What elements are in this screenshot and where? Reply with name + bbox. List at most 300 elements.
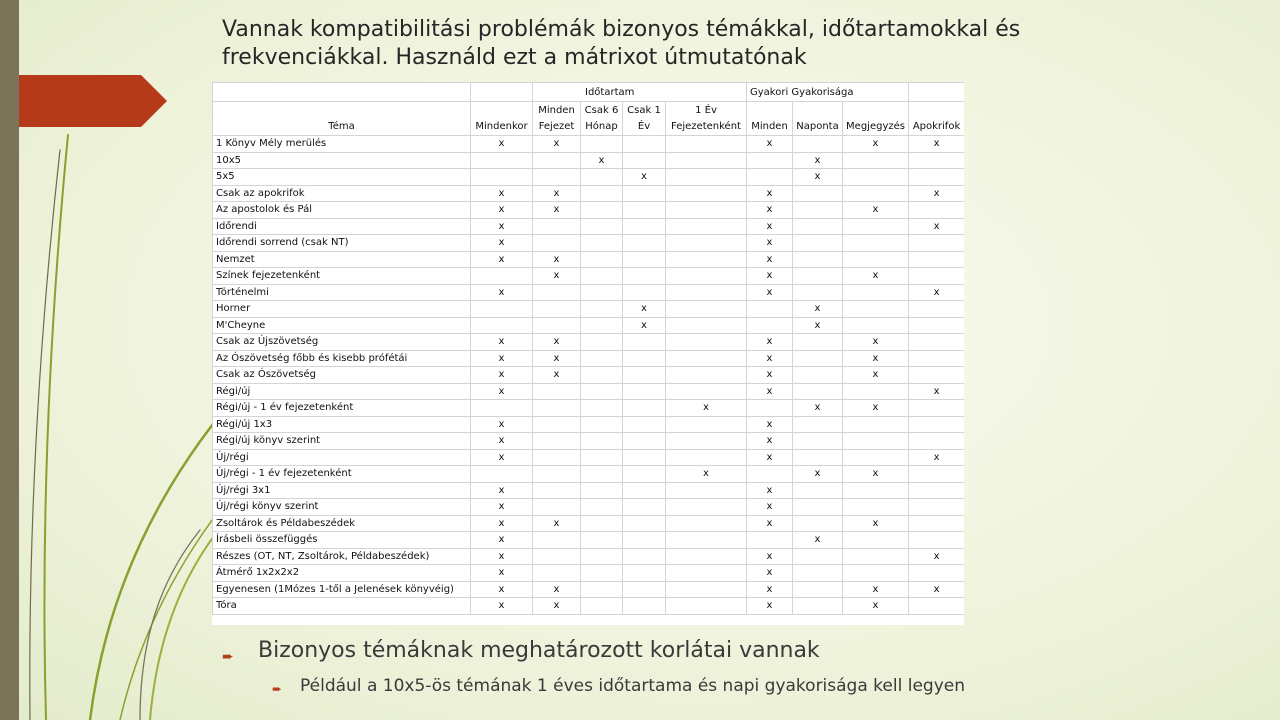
- mark-cell: [471, 152, 533, 169]
- mark-cell: [581, 317, 623, 334]
- mark-cell: [666, 598, 747, 615]
- mark-cell: [533, 449, 581, 466]
- slide-title: Vannak kompatibilitási problémák bizonyos témákkal, időtartamokkal és frekvenciákkal. Használd ezt a mátrixot útmutatónak: [222, 17, 1021, 70]
- mark-cell: [623, 350, 666, 367]
- mark-cell: [793, 581, 843, 598]
- column-header: Megjegyzés: [843, 102, 909, 136]
- mark-cell: x: [471, 251, 533, 268]
- mark-cell: [747, 466, 793, 483]
- mark-cell: x: [747, 433, 793, 450]
- mark-cell: x: [533, 598, 581, 615]
- mark-cell: [793, 268, 843, 285]
- mark-cell: [623, 581, 666, 598]
- mark-cell: [909, 152, 964, 169]
- mark-cell: [533, 301, 581, 318]
- mark-cell: x: [471, 185, 533, 202]
- mark-cell: x: [747, 515, 793, 532]
- topic-cell: Csak az apokrifok: [213, 185, 471, 202]
- mark-cell: [666, 334, 747, 351]
- topic-cell: Részes (OT, NT, Zsoltárok, Példabeszédek): [213, 548, 471, 565]
- mark-cell: x: [471, 235, 533, 252]
- mark-cell: [623, 499, 666, 516]
- bullet-list: [222, 636, 1222, 698]
- topic-cell: 5x5: [213, 169, 471, 186]
- table-row: [213, 515, 965, 532]
- table-row: [213, 499, 965, 516]
- mark-cell: [793, 383, 843, 400]
- mark-cell: x: [843, 136, 909, 153]
- mark-cell: [843, 301, 909, 318]
- table-row: [213, 268, 965, 285]
- left-decor-bar: [0, 0, 19, 720]
- mark-cell: [581, 218, 623, 235]
- mark-cell: x: [747, 218, 793, 235]
- mark-cell: x: [793, 301, 843, 318]
- table-row: [213, 152, 965, 169]
- mark-cell: [666, 433, 747, 450]
- topic-cell: Az apostolok és Pál: [213, 202, 471, 219]
- mark-cell: [623, 466, 666, 483]
- mark-cell: [533, 499, 581, 516]
- mark-cell: x: [909, 383, 964, 400]
- mark-cell: [533, 235, 581, 252]
- bullet-level-2: [222, 674, 1222, 698]
- mark-cell: [581, 169, 623, 186]
- table-row: [213, 433, 965, 450]
- mark-cell: [623, 416, 666, 433]
- mark-cell: [623, 449, 666, 466]
- topic-cell: Színek fejezetenként: [213, 268, 471, 285]
- mark-cell: [793, 598, 843, 615]
- mark-cell: [533, 433, 581, 450]
- mark-cell: [909, 400, 964, 417]
- mark-cell: [793, 185, 843, 202]
- mark-cell: [623, 202, 666, 219]
- mark-cell: [581, 301, 623, 318]
- mark-cell: [843, 169, 909, 186]
- mark-cell: x: [747, 334, 793, 351]
- mark-cell: [793, 416, 843, 433]
- mark-cell: x: [843, 598, 909, 615]
- mark-cell: [581, 334, 623, 351]
- mark-cell: x: [533, 367, 581, 384]
- mark-cell: x: [747, 251, 793, 268]
- arrow-bullet-icon: ➨: [272, 682, 283, 696]
- mark-cell: x: [471, 433, 533, 450]
- mark-cell: [843, 548, 909, 565]
- topic-cell: Új/régi - 1 év fejezetenként: [213, 466, 471, 483]
- topic-cell: Horner: [213, 301, 471, 318]
- mark-cell: [909, 367, 964, 384]
- mark-cell: [909, 466, 964, 483]
- topic-cell: Csak az Ószövetség: [213, 367, 471, 384]
- mark-cell: x: [471, 334, 533, 351]
- mark-cell: [581, 548, 623, 565]
- mark-cell: [793, 235, 843, 252]
- topic-cell: Nemzet: [213, 251, 471, 268]
- mark-cell: [623, 565, 666, 582]
- mark-cell: x: [471, 416, 533, 433]
- mark-cell: x: [471, 449, 533, 466]
- mark-cell: [909, 565, 964, 582]
- mark-cell: [843, 532, 909, 549]
- mark-cell: [623, 235, 666, 252]
- mark-cell: x: [471, 202, 533, 219]
- mark-cell: [909, 334, 964, 351]
- mark-cell: [581, 383, 623, 400]
- mark-cell: [666, 284, 747, 301]
- mark-cell: [793, 367, 843, 384]
- mark-cell: [623, 548, 666, 565]
- mark-cell: x: [843, 466, 909, 483]
- topic-cell: Átmérő 1x2x2x2: [213, 565, 471, 582]
- mark-cell: [909, 202, 964, 219]
- mark-cell: [666, 301, 747, 318]
- mark-cell: x: [666, 400, 747, 417]
- mark-cell: x: [747, 383, 793, 400]
- table-row: [213, 383, 965, 400]
- column-header: Minden: [747, 102, 793, 136]
- mark-cell: [843, 565, 909, 582]
- table-row: [213, 235, 965, 252]
- mark-cell: [666, 367, 747, 384]
- mark-cell: x: [471, 515, 533, 532]
- topic-cell: Zsoltárok és Példabeszédek: [213, 515, 471, 532]
- topic-cell: Egyenesen (1Mózes 1-től a Jelenések könyvéig): [213, 581, 471, 598]
- table-row: [213, 251, 965, 268]
- mark-cell: [666, 268, 747, 285]
- column-header: Téma: [213, 102, 471, 136]
- mark-cell: [581, 581, 623, 598]
- table-row: [213, 400, 965, 417]
- mark-cell: x: [747, 449, 793, 466]
- table-row: [213, 317, 965, 334]
- mark-cell: [793, 482, 843, 499]
- topic-cell: Új/régi: [213, 449, 471, 466]
- topic-cell: Időrendi: [213, 218, 471, 235]
- mark-cell: x: [471, 581, 533, 598]
- mark-cell: [666, 383, 747, 400]
- mark-cell: [793, 515, 843, 532]
- topic-cell: M'Cheyne: [213, 317, 471, 334]
- mark-cell: [909, 350, 964, 367]
- mark-cell: [533, 466, 581, 483]
- mark-cell: [666, 317, 747, 334]
- mark-cell: [909, 169, 964, 186]
- mark-cell: [909, 268, 964, 285]
- table-row: [213, 218, 965, 235]
- mark-cell: [909, 416, 964, 433]
- mark-cell: [623, 367, 666, 384]
- mark-cell: [747, 532, 793, 549]
- mark-cell: x: [843, 367, 909, 384]
- mark-cell: [581, 284, 623, 301]
- topic-cell: Csak az Újszövetség: [213, 334, 471, 351]
- mark-cell: [533, 400, 581, 417]
- topic-cell: Régi/új - 1 év fejezetenként: [213, 400, 471, 417]
- group-header-frequency: Gyakori Gyakorisága: [747, 83, 909, 102]
- mark-cell: [623, 136, 666, 153]
- mark-cell: x: [533, 581, 581, 598]
- mark-cell: [793, 334, 843, 351]
- mark-cell: [533, 383, 581, 400]
- mark-cell: x: [747, 367, 793, 384]
- mark-cell: [623, 400, 666, 417]
- column-header: Apokrifok: [909, 102, 964, 136]
- mark-cell: [623, 515, 666, 532]
- table-row: [213, 136, 965, 153]
- mark-cell: [747, 400, 793, 417]
- mark-cell: [666, 515, 747, 532]
- mark-cell: x: [747, 268, 793, 285]
- mark-cell: x: [909, 284, 964, 301]
- mark-cell: [666, 449, 747, 466]
- mark-cell: [581, 136, 623, 153]
- mark-cell: [471, 317, 533, 334]
- mark-cell: x: [843, 350, 909, 367]
- mark-cell: [666, 350, 747, 367]
- mark-cell: [666, 251, 747, 268]
- mark-cell: x: [793, 532, 843, 549]
- mark-cell: [623, 284, 666, 301]
- bullet-text: Bizonyos témáknak meghatározott korlátai vannak: [258, 638, 820, 663]
- bullet-level-1: [222, 636, 1222, 666]
- table-row: [213, 466, 965, 483]
- mark-cell: [666, 218, 747, 235]
- mark-cell: x: [581, 152, 623, 169]
- mark-cell: x: [793, 152, 843, 169]
- mark-cell: [533, 284, 581, 301]
- mark-cell: x: [793, 400, 843, 417]
- mark-cell: [581, 433, 623, 450]
- mark-cell: [623, 185, 666, 202]
- mark-cell: [843, 433, 909, 450]
- mark-cell: x: [471, 367, 533, 384]
- mark-cell: [666, 185, 747, 202]
- mark-cell: x: [623, 301, 666, 318]
- mark-cell: [581, 185, 623, 202]
- arrow-bullet-icon: ➨: [222, 649, 234, 665]
- table-row: [213, 416, 965, 433]
- mark-cell: [623, 433, 666, 450]
- mark-cell: x: [471, 598, 533, 615]
- mark-cell: [471, 466, 533, 483]
- mark-cell: [793, 218, 843, 235]
- mark-cell: x: [533, 515, 581, 532]
- mark-cell: x: [623, 169, 666, 186]
- mark-cell: [666, 136, 747, 153]
- mark-cell: x: [533, 185, 581, 202]
- mark-cell: [909, 499, 964, 516]
- table-row: [213, 185, 965, 202]
- mark-cell: [793, 136, 843, 153]
- topic-cell: Régi/új könyv szerint: [213, 433, 471, 450]
- table-row: [213, 202, 965, 219]
- mark-cell: x: [909, 136, 964, 153]
- mark-cell: [666, 548, 747, 565]
- mark-cell: [909, 433, 964, 450]
- mark-cell: x: [533, 334, 581, 351]
- mark-cell: [581, 268, 623, 285]
- mark-cell: x: [747, 185, 793, 202]
- mark-cell: [793, 284, 843, 301]
- mark-cell: [843, 185, 909, 202]
- mark-cell: [581, 251, 623, 268]
- mark-cell: x: [909, 185, 964, 202]
- mark-cell: [533, 317, 581, 334]
- mark-cell: [793, 548, 843, 565]
- mark-cell: [843, 317, 909, 334]
- mark-cell: [533, 532, 581, 549]
- mark-cell: x: [747, 581, 793, 598]
- topic-cell: Az Ószövetség főbb és kisebb prófétái: [213, 350, 471, 367]
- mark-cell: x: [471, 383, 533, 400]
- table-row: [213, 532, 965, 549]
- mark-cell: [666, 235, 747, 252]
- mark-cell: [843, 218, 909, 235]
- mark-cell: x: [843, 581, 909, 598]
- mark-cell: [793, 202, 843, 219]
- mark-cell: x: [843, 268, 909, 285]
- mark-cell: x: [747, 136, 793, 153]
- mark-cell: [666, 169, 747, 186]
- mark-cell: x: [747, 565, 793, 582]
- mark-cell: [666, 416, 747, 433]
- mark-cell: [623, 152, 666, 169]
- mark-cell: [581, 367, 623, 384]
- mark-cell: x: [471, 218, 533, 235]
- mark-cell: [533, 482, 581, 499]
- mark-cell: x: [909, 581, 964, 598]
- mark-cell: [581, 598, 623, 615]
- mark-cell: x: [533, 202, 581, 219]
- mark-cell: [793, 251, 843, 268]
- mark-cell: x: [471, 532, 533, 549]
- mark-cell: x: [471, 284, 533, 301]
- mark-cell: [909, 482, 964, 499]
- topic-cell: Történelmi: [213, 284, 471, 301]
- mark-cell: x: [471, 350, 533, 367]
- mark-cell: [581, 235, 623, 252]
- mark-cell: x: [843, 334, 909, 351]
- mark-cell: x: [909, 548, 964, 565]
- mark-cell: [793, 350, 843, 367]
- mark-cell: x: [843, 515, 909, 532]
- table-row: [213, 565, 965, 582]
- column-header: Minden Fejezet: [533, 102, 581, 136]
- mark-cell: [623, 598, 666, 615]
- mark-cell: x: [843, 202, 909, 219]
- mark-cell: x: [909, 218, 964, 235]
- column-header: Csak 6 Hónap: [581, 102, 623, 136]
- mark-cell: [666, 202, 747, 219]
- mark-cell: [843, 235, 909, 252]
- mark-cell: [843, 383, 909, 400]
- column-header: Mindenkor: [471, 102, 533, 136]
- topic-cell: Írásbeli összefüggés: [213, 532, 471, 549]
- mark-cell: [581, 499, 623, 516]
- mark-cell: [581, 449, 623, 466]
- mark-cell: x: [533, 268, 581, 285]
- table-row: [213, 548, 965, 565]
- column-header: Naponta: [793, 102, 843, 136]
- mark-cell: [471, 169, 533, 186]
- topic-cell: Időrendi sorrend (csak NT): [213, 235, 471, 252]
- mark-cell: [581, 202, 623, 219]
- mark-cell: [533, 152, 581, 169]
- topic-cell: 1 Könyv Mély merülés: [213, 136, 471, 153]
- mark-cell: x: [666, 466, 747, 483]
- mark-cell: [471, 301, 533, 318]
- table-row: [213, 169, 965, 186]
- mark-cell: [843, 499, 909, 516]
- mark-cell: [747, 152, 793, 169]
- mark-cell: [581, 565, 623, 582]
- mark-cell: x: [471, 482, 533, 499]
- mark-cell: [623, 251, 666, 268]
- matrix-table: [212, 82, 964, 615]
- column-header: 1 Év Fejezetenként: [666, 102, 747, 136]
- mark-cell: [666, 565, 747, 582]
- table-row: [213, 367, 965, 384]
- mark-cell: x: [843, 400, 909, 417]
- mark-cell: [666, 499, 747, 516]
- mark-cell: [581, 466, 623, 483]
- mark-cell: [533, 565, 581, 582]
- column-header: Csak 1 Év: [623, 102, 666, 136]
- mark-cell: [747, 317, 793, 334]
- mark-cell: [666, 152, 747, 169]
- mark-cell: [666, 581, 747, 598]
- mark-cell: x: [471, 136, 533, 153]
- mark-cell: [623, 482, 666, 499]
- mark-cell: [623, 532, 666, 549]
- mark-cell: [793, 433, 843, 450]
- topic-cell: 10x5: [213, 152, 471, 169]
- bullet-text: Például a 10x5-ös témának 1 éves időtartama és napi gyakorisága kell legyen: [300, 676, 965, 696]
- mark-cell: [581, 400, 623, 417]
- topic-cell: Tóra: [213, 598, 471, 615]
- mark-cell: [843, 251, 909, 268]
- table-row: [213, 598, 965, 615]
- mark-cell: [793, 565, 843, 582]
- table-row: [213, 334, 965, 351]
- table-row: [213, 482, 965, 499]
- mark-cell: x: [533, 350, 581, 367]
- topic-cell: Régi/új 1x3: [213, 416, 471, 433]
- mark-cell: x: [623, 317, 666, 334]
- mark-cell: [581, 482, 623, 499]
- mark-cell: [747, 169, 793, 186]
- mark-cell: x: [747, 202, 793, 219]
- mark-cell: x: [793, 169, 843, 186]
- mark-cell: [666, 532, 747, 549]
- mark-cell: [909, 532, 964, 549]
- mark-cell: x: [471, 565, 533, 582]
- mark-cell: [909, 251, 964, 268]
- mark-cell: [471, 400, 533, 417]
- red-arrow-decoration: [19, 75, 167, 127]
- mark-cell: [623, 334, 666, 351]
- mark-cell: [623, 218, 666, 235]
- mark-cell: [909, 317, 964, 334]
- topic-cell: Új/régi 3x1: [213, 482, 471, 499]
- mark-cell: [843, 284, 909, 301]
- mark-cell: [581, 515, 623, 532]
- mark-cell: [623, 383, 666, 400]
- mark-cell: x: [747, 598, 793, 615]
- mark-cell: x: [747, 482, 793, 499]
